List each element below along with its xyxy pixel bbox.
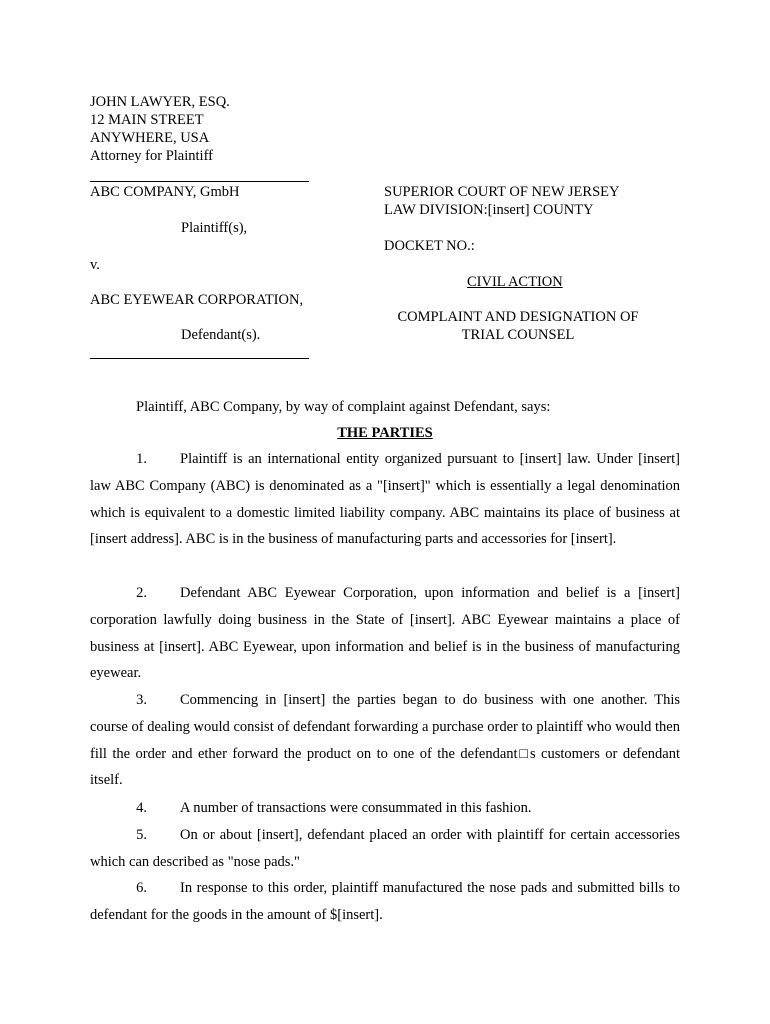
versus-label: v.: [90, 257, 100, 273]
plaintiff-label: Plaintiff(s),: [181, 220, 248, 236]
paragraph-number: 2.: [136, 585, 147, 601]
paragraph-text: Defendant ABC Eyewear Corporation, upon information and belief is a [insert] corporation lawfully doing business in the State of [insert]. ABC Eyewear maintains a place of business at [insert]. ABC Eyewear, upon information and belief is in the business of manufacturing eyewear.: [90, 585, 680, 682]
paragraph-number: 3.: [136, 692, 147, 708]
paragraph-text: Commencing in [insert] the parties began to do business with one another. This course of dealing would consist of defendant forwarding a purchase order to plaintiff who would then fill the order and ether forward the product on to one of the defendant□s customers or defendant itself.: [90, 692, 680, 789]
section-heading: THE PARTIES: [337, 425, 433, 441]
paragraph-2: [90, 580, 680, 687]
paragraph-4: [90, 795, 680, 822]
paragraph-1: [90, 446, 680, 553]
paragraph-text: In response to this order, plaintiff manufactured the nose pads and submitted bills to defendant for the goods in the amount of $[insert].: [90, 880, 680, 923]
paragraph-number: 4.: [136, 800, 147, 816]
complaint-intro: Plaintiff, ABC Company, by way of complaint against Defendant, says:: [136, 399, 551, 415]
paragraph-text: On or about [insert], defendant placed an order with plaintiff for certain accessories which can described as "nose pads.": [90, 827, 680, 870]
plaintiff-name: ABC COMPANY, GmbH: [90, 184, 240, 200]
paragraph-5: [90, 822, 680, 876]
paragraph-text: Plaintiff is an international entity organized pursuant to [insert] law. Under [insert] law ABC Company (ABC) is denominated as a "[insert]" which is essentially a legal denomination which is equivalent to a domestic limited liability company. ABC maintains its place of business at [insert address]. ABC is in the business of manufacturing parts and accessories for [insert].: [90, 451, 680, 548]
defendant-label: Defendant(s).: [181, 327, 261, 343]
attorney-name: JOHN LAWYER, ESQ.: [90, 94, 230, 110]
civil-action-label: CIVIL ACTION: [467, 274, 563, 290]
court-division: LAW DIVISION:[insert] COUNTY: [384, 202, 594, 218]
paragraph-6: [90, 875, 680, 929]
paragraph-number: 5.: [136, 827, 147, 843]
attorney-street: 12 MAIN STREET: [90, 112, 204, 128]
paragraph-number: 6.: [136, 880, 147, 896]
caption-bottom-rule: [90, 358, 309, 359]
docket-number: DOCKET NO.:: [384, 238, 475, 254]
attorney-role: Attorney for Plaintiff: [90, 148, 213, 164]
court-name: SUPERIOR COURT OF NEW JERSEY: [384, 184, 620, 200]
document-title-line2: TRIAL COUNSEL: [461, 327, 575, 343]
document-title-line1: COMPLAINT AND DESIGNATION OF: [397, 309, 639, 325]
paragraph-3: [90, 687, 680, 794]
defendant-name: ABC EYEWEAR CORPORATION,: [90, 292, 304, 308]
caption-top-rule: [90, 181, 309, 182]
paragraph-number: 1.: [136, 451, 147, 467]
paragraph-text: A number of transactions were consummated in this fashion.: [180, 800, 532, 816]
attorney-city: ANYWHERE, USA: [90, 130, 210, 146]
